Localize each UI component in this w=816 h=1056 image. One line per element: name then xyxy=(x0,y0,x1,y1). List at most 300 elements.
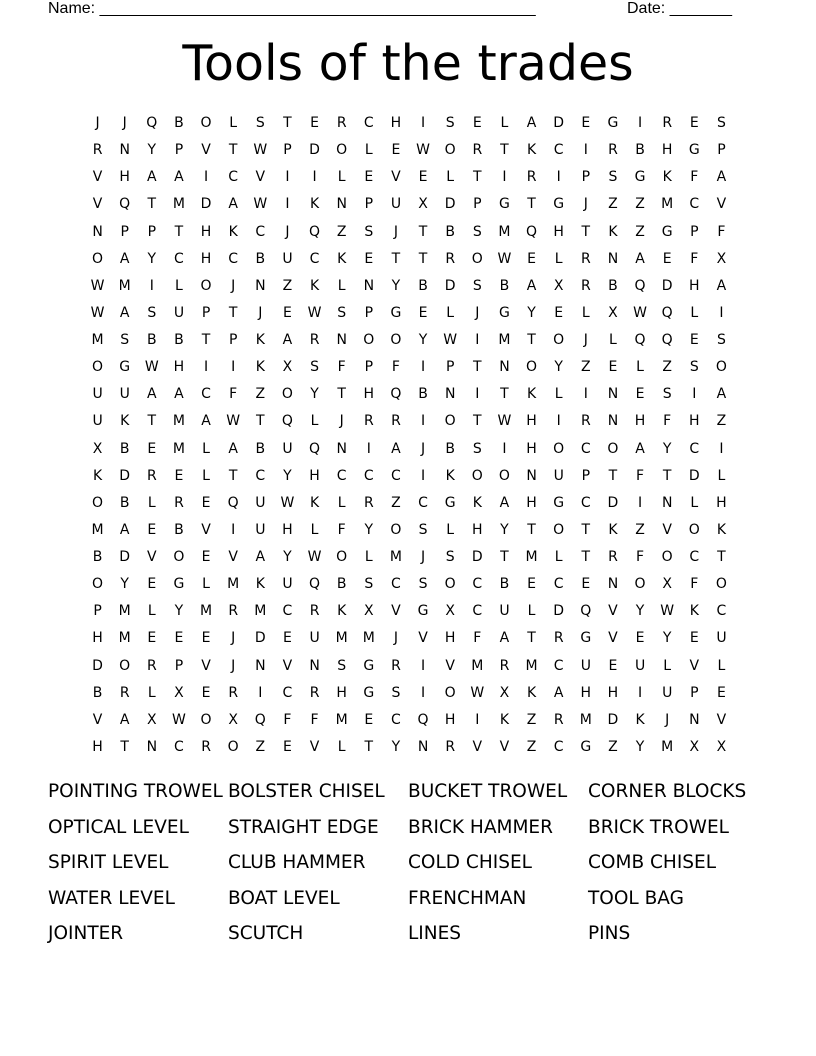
grid-cell: K xyxy=(526,142,537,159)
grid-cell: G xyxy=(363,657,375,674)
grid-cell: M xyxy=(118,630,131,647)
grid-cell: P xyxy=(364,304,374,321)
grid-cell: V xyxy=(391,169,401,186)
grid-cell: O xyxy=(119,657,131,674)
grid-cell: E xyxy=(364,250,374,267)
grid-cell: Z xyxy=(282,277,293,294)
grid-cell: Z xyxy=(391,494,401,511)
grid-cell: Y xyxy=(554,359,563,376)
grid-cell: O xyxy=(92,250,104,267)
grid-cell: A xyxy=(119,711,130,728)
grid-cell: I xyxy=(502,169,507,186)
grid-cell: I xyxy=(203,169,209,186)
grid-cell: H xyxy=(390,115,402,131)
grid-cell: Y xyxy=(418,332,428,348)
grid-cell: I xyxy=(420,413,426,430)
grid-cell: P xyxy=(690,684,699,701)
grid-cell: E xyxy=(418,304,428,321)
grid-cell: H xyxy=(553,223,564,240)
grid-cell: T xyxy=(228,142,238,159)
grid-cell: S xyxy=(472,440,482,457)
grid-cell: F xyxy=(337,359,346,376)
word-list-item: COLD CHISEL xyxy=(408,852,532,873)
grid-cell: O xyxy=(92,359,104,376)
grid-cell: H xyxy=(689,413,700,430)
grid-cell: K xyxy=(689,603,699,620)
header-line xyxy=(48,0,748,18)
grid-cell: A xyxy=(119,521,130,538)
grid-cell: I xyxy=(637,684,643,701)
grid-cell: R xyxy=(119,684,130,701)
grid-cell: A xyxy=(282,332,293,348)
grid-cell: Z xyxy=(526,738,537,755)
grid-cell: B xyxy=(174,332,184,348)
grid-cell: I xyxy=(637,494,643,511)
grid-cell: V xyxy=(282,657,293,674)
grid-cell: M xyxy=(525,657,538,674)
grid-cell: T xyxy=(473,169,482,186)
letter-grid xyxy=(84,110,735,761)
grid-cell: X xyxy=(282,359,293,376)
grid-cell: R xyxy=(580,250,591,267)
grid-cell: B xyxy=(255,250,266,267)
grid-cell: Z xyxy=(581,359,591,376)
grid-cell: M xyxy=(362,630,375,647)
grid-cell: T xyxy=(418,223,428,240)
grid-cell: W xyxy=(90,277,105,294)
grid-cell: I xyxy=(231,359,236,376)
grid-cell: F xyxy=(337,521,346,538)
grid-cell: F xyxy=(636,549,645,565)
grid-cell: V xyxy=(445,657,455,674)
grid-cell: I xyxy=(312,169,317,186)
grid-cell: I xyxy=(285,196,290,213)
grid-cell: C xyxy=(580,494,591,511)
grid-cell: Y xyxy=(283,549,292,565)
grid-cell: I xyxy=(420,115,426,131)
grid-cell: E xyxy=(174,467,184,484)
grid-cell: C xyxy=(391,576,401,593)
word-list-item: SPIRIT LEVEL xyxy=(48,852,169,873)
grid-cell: U xyxy=(282,440,293,457)
grid-cell: S xyxy=(147,304,157,321)
grid-cell: C xyxy=(336,467,347,484)
word-list-item: CLUB HAMMER xyxy=(228,852,366,873)
grid-cell: M xyxy=(172,413,185,430)
word-list-item: STRAIGHT EDGE xyxy=(228,816,379,838)
grid-cell: A xyxy=(635,250,645,267)
grid-cell: O xyxy=(200,277,212,294)
word-list-item: JOINTER xyxy=(48,923,124,944)
grid-cell: D xyxy=(661,277,673,294)
grid-cell: R xyxy=(92,142,103,159)
grid-cell: Y xyxy=(662,630,672,647)
grid-cell: W xyxy=(633,304,647,321)
grid-cell: N xyxy=(499,359,510,376)
grid-cell: L xyxy=(690,494,699,511)
grid-cell: V xyxy=(309,738,320,755)
name-field-label: Name: _________________________________________________ xyxy=(48,0,536,17)
grid-cell: H xyxy=(363,386,375,403)
grid-cell: K xyxy=(635,711,645,728)
grid-cell: E xyxy=(608,657,618,674)
grid-cell: A xyxy=(228,196,238,213)
grid-cell: V xyxy=(716,196,727,213)
word-list-item: COMB CHISEL xyxy=(588,852,717,873)
grid-cell: R xyxy=(336,115,347,131)
grid-cell: P xyxy=(717,142,726,159)
grid-cell: Q xyxy=(309,223,321,240)
grid-cell: T xyxy=(500,142,509,159)
grid-cell: H xyxy=(92,738,103,755)
grid-cell: K xyxy=(662,169,672,186)
grid-cell: O xyxy=(92,494,104,511)
grid-cell: B xyxy=(635,142,645,159)
grid-cell: O xyxy=(336,142,348,159)
grid-cell: O xyxy=(390,332,402,348)
grid-cell: H xyxy=(200,223,212,240)
grid-cell: X xyxy=(662,576,672,593)
grid-cell: H xyxy=(119,169,130,186)
grid-cell: P xyxy=(364,196,374,213)
grid-cell: V xyxy=(391,603,401,620)
grid-cell: K xyxy=(309,196,320,213)
grid-cell: F xyxy=(636,467,645,484)
grid-cell: T xyxy=(228,304,238,321)
grid-cell: P xyxy=(174,142,184,159)
grid-cell: A xyxy=(228,440,238,457)
grid-cell: C xyxy=(553,142,564,159)
grid-cell: E xyxy=(689,115,699,131)
grid-cell: D xyxy=(309,142,320,159)
grid-cell: I xyxy=(637,115,643,131)
grid-cell: L xyxy=(229,115,238,131)
grid-cell: R xyxy=(608,549,618,565)
grid-cell: R xyxy=(309,332,320,348)
grid-cell: O xyxy=(444,413,456,430)
grid-cell: E xyxy=(635,630,645,647)
grid-cell: D xyxy=(688,467,700,484)
grid-cell: P xyxy=(93,603,102,620)
grid-cell: E xyxy=(689,630,699,647)
grid-cell: T xyxy=(527,196,536,213)
grid-cell: T xyxy=(174,223,184,240)
grid-cell: N xyxy=(363,277,375,294)
grid-cell: K xyxy=(716,521,727,538)
grid-cell: E xyxy=(364,711,374,728)
grid-cell: F xyxy=(283,711,292,728)
grid-cell: A xyxy=(391,440,401,457)
grid-cell: R xyxy=(553,630,564,647)
grid-cell: I xyxy=(475,332,480,348)
grid-cell: E xyxy=(201,494,211,511)
grid-cell: Y xyxy=(120,576,129,593)
grid-cell: Z xyxy=(608,196,618,213)
grid-cell: W xyxy=(307,304,322,321)
grid-cell: S xyxy=(337,657,347,674)
grid-cell: Q xyxy=(390,386,402,403)
grid-cell: X xyxy=(92,440,103,457)
grid-cell: J xyxy=(420,549,426,565)
grid-cell: G xyxy=(607,115,619,131)
grid-cell: S xyxy=(689,359,699,376)
grid-cell: B xyxy=(499,277,510,294)
grid-cell: A xyxy=(255,549,266,565)
grid-cell: B xyxy=(119,494,130,511)
grid-cell: P xyxy=(147,223,157,240)
grid-cell: F xyxy=(473,630,482,647)
grid-cell: I xyxy=(475,711,480,728)
grid-cell: S xyxy=(418,521,428,538)
grid-cell: I xyxy=(285,169,290,186)
grid-cell: P xyxy=(201,304,211,321)
grid-cell: X xyxy=(228,711,238,728)
grid-cell: S xyxy=(364,223,374,240)
grid-cell: A xyxy=(147,386,157,403)
grid-cell: A xyxy=(174,386,184,403)
grid-cell: L xyxy=(202,576,210,593)
grid-cell: I xyxy=(502,440,507,457)
grid-cell: R xyxy=(146,467,157,484)
grid-cell: N xyxy=(661,494,673,511)
grid-cell: M xyxy=(200,603,213,620)
grid-cell: D xyxy=(119,467,131,484)
grid-cell: W xyxy=(660,603,675,620)
grid-cell: C xyxy=(553,576,564,593)
grid-cell: O xyxy=(200,711,212,728)
grid-cell: A xyxy=(499,494,510,511)
grid-cell: L xyxy=(310,521,319,538)
grid-cell: W xyxy=(226,413,241,430)
grid-cell: P xyxy=(581,169,591,186)
grid-cell: V xyxy=(201,521,211,538)
grid-cell: I xyxy=(556,413,561,430)
grid-cell: W xyxy=(90,304,105,321)
grid-cell: D xyxy=(553,603,565,620)
grid-cell: C xyxy=(228,169,239,186)
grid-cell: A xyxy=(526,277,537,294)
grid-cell: R xyxy=(146,657,157,674)
grid-cell: D xyxy=(553,115,565,131)
grid-cell: E xyxy=(174,630,184,647)
grid-cell: S xyxy=(608,169,618,186)
grid-cell: Q xyxy=(417,711,429,728)
grid-cell: O xyxy=(363,332,375,348)
grid-cell: O xyxy=(526,359,538,376)
grid-cell: L xyxy=(554,549,563,565)
grid-cell: C xyxy=(309,250,320,267)
grid-cell: C xyxy=(255,223,266,240)
grid-cell: L xyxy=(147,603,156,620)
grid-cell: P xyxy=(364,359,374,376)
grid-cell: N xyxy=(336,332,347,348)
grid-cell: U xyxy=(282,576,293,593)
grid-cell: Q xyxy=(281,413,293,430)
grid-cell: L xyxy=(636,359,644,376)
word-list-item: POINTING TROWEL xyxy=(48,781,223,802)
grid-cell: U xyxy=(173,304,185,321)
grid-cell: E xyxy=(391,142,401,159)
grid-cell: C xyxy=(689,549,700,565)
grid-cell: J xyxy=(475,304,480,321)
grid-cell: E xyxy=(418,169,428,186)
grid-cell: Y xyxy=(283,467,292,484)
grid-cell: T xyxy=(256,413,265,430)
grid-cell: T xyxy=(473,359,482,376)
grid-cell: V xyxy=(689,657,700,674)
grid-cell: I xyxy=(719,440,724,457)
grid-cell: A xyxy=(716,277,727,294)
grid-cell: K xyxy=(255,332,265,348)
grid-cell: V xyxy=(608,630,618,647)
grid-cell: Y xyxy=(310,386,319,403)
grid-cell: A xyxy=(201,413,211,430)
grid-cell: O xyxy=(444,576,456,593)
grid-cell: W xyxy=(497,413,512,430)
grid-cell: G xyxy=(661,223,673,240)
grid-cell: F xyxy=(690,169,699,186)
grid-cell: M xyxy=(661,196,674,213)
grid-cell: T xyxy=(717,549,726,565)
grid-cell: N xyxy=(92,223,103,240)
grid-cell: T xyxy=(581,521,591,538)
grid-cell: E xyxy=(472,115,482,131)
grid-cell: N xyxy=(444,386,456,403)
grid-cell: O xyxy=(715,359,727,376)
grid-cell: S xyxy=(364,576,374,593)
grid-cell: H xyxy=(444,630,456,647)
grid-cell: E xyxy=(527,250,536,267)
grid-cell: T xyxy=(473,413,482,430)
grid-cell: S xyxy=(716,332,726,348)
grid-cell: G xyxy=(444,494,456,511)
grid-cell: I xyxy=(420,467,426,484)
grid-cell: J xyxy=(122,115,127,131)
grid-cell: V xyxy=(472,738,483,755)
grid-cell: T xyxy=(418,250,428,267)
grid-cell: E xyxy=(310,115,319,131)
grid-cell: M xyxy=(91,521,104,538)
grid-cell: R xyxy=(580,413,591,430)
grid-cell: H xyxy=(580,684,592,701)
grid-cell: M xyxy=(118,603,131,620)
grid-cell: C xyxy=(472,603,483,620)
grid-cell: C xyxy=(553,738,564,755)
grid-cell: A xyxy=(635,440,645,457)
grid-cell: E xyxy=(608,359,618,376)
grid-cell: U xyxy=(92,386,103,403)
grid-cell: Q xyxy=(634,277,646,294)
grid-cell: F xyxy=(717,223,726,240)
grid-cell: I xyxy=(420,359,426,376)
grid-cell: E xyxy=(717,684,726,701)
grid-cell: P xyxy=(283,142,292,159)
grid-cell: J xyxy=(339,413,344,430)
grid-cell: B xyxy=(92,549,103,565)
grid-cell: L xyxy=(554,386,563,403)
grid-cell: D xyxy=(444,196,456,213)
grid-cell: R xyxy=(391,657,401,674)
grid-cell: B xyxy=(174,521,184,538)
grid-cell: G xyxy=(390,304,402,321)
grid-cell: L xyxy=(202,467,210,484)
grid-cell: O xyxy=(173,549,185,565)
grid-cell: H xyxy=(282,521,293,538)
grid-cell: B xyxy=(445,223,455,240)
grid-cell: G xyxy=(553,494,565,511)
grid-cell: V xyxy=(716,711,727,728)
grid-cell: D xyxy=(200,196,212,213)
grid-cell: S xyxy=(662,386,672,403)
grid-cell: E xyxy=(689,332,699,348)
word-list-item: SCUTCH xyxy=(228,923,304,944)
grid-cell: V xyxy=(662,521,672,538)
grid-cell: X xyxy=(147,711,157,728)
word-list-item: FRENCHMAN xyxy=(408,887,527,909)
grid-cell: O xyxy=(471,467,483,484)
grid-cell: Q xyxy=(309,440,321,457)
grid-cell: G xyxy=(580,738,592,755)
grid-cell: H xyxy=(607,684,619,701)
grid-cell: Y xyxy=(635,738,645,755)
grid-cell: H xyxy=(336,684,347,701)
grid-cell: I xyxy=(475,386,480,403)
grid-cell: G xyxy=(580,630,592,647)
grid-cell: M xyxy=(335,711,348,728)
grid-cell: N xyxy=(255,277,266,294)
grid-cell: J xyxy=(258,304,263,321)
grid-cell: Q xyxy=(309,576,321,593)
grid-cell: L xyxy=(175,277,183,294)
grid-cell: E xyxy=(364,169,374,186)
grid-cell: L xyxy=(364,549,373,565)
grid-cell: X xyxy=(499,684,510,701)
grid-cell: W xyxy=(307,549,322,565)
grid-cell: T xyxy=(527,521,536,538)
grid-cell: G xyxy=(173,576,185,593)
grid-cell: J xyxy=(583,332,588,348)
grid-cell: D xyxy=(607,494,619,511)
grid-cell: V xyxy=(201,657,211,674)
grid-cell: C xyxy=(580,440,591,457)
grid-cell: P xyxy=(690,223,699,240)
grid-cell: K xyxy=(608,223,618,240)
grid-cell: T xyxy=(364,738,374,755)
word-list-item: BOLSTER CHISEL xyxy=(228,781,385,802)
grid-cell: H xyxy=(661,142,673,159)
grid-cell: H xyxy=(309,467,320,484)
grid-cell: S xyxy=(255,115,265,131)
grid-cell: B xyxy=(418,386,428,403)
grid-cell: S xyxy=(120,332,130,348)
grid-cell: S xyxy=(310,359,319,376)
grid-cell: Z xyxy=(635,196,645,213)
grid-cell: C xyxy=(201,386,211,403)
grid-cell: R xyxy=(309,603,320,620)
grid-cell: Y xyxy=(391,738,401,755)
word-list-item: BRICK HAMMER xyxy=(408,816,553,838)
grid-cell: H xyxy=(689,277,700,294)
grid-cell: E xyxy=(283,738,292,755)
grid-cell: L xyxy=(663,657,672,674)
grid-cell: F xyxy=(310,711,319,728)
grid-cell: V xyxy=(228,549,238,565)
grid-cell: E xyxy=(283,630,292,647)
grid-cell: Z xyxy=(526,711,537,728)
grid-cell: C xyxy=(228,250,239,267)
grid-cell: U xyxy=(92,413,103,430)
grid-cell: R xyxy=(499,657,510,674)
